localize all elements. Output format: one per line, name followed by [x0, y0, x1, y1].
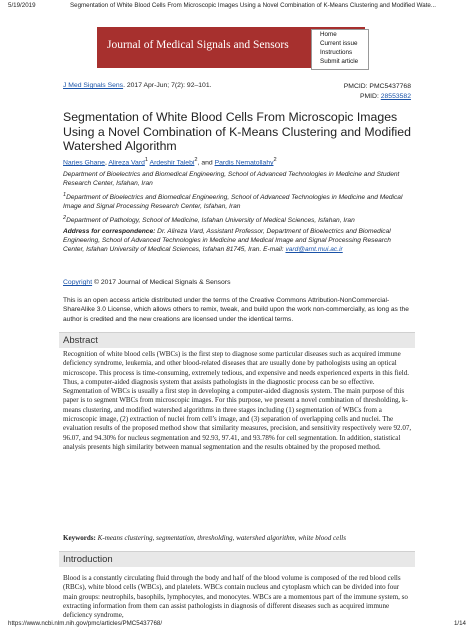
footer-url: https://www.ncbi.nlm.nih.gov/pmc/articles/PMC5437768/	[8, 620, 163, 627]
nav-instructions-link[interactable]: Instructions	[320, 49, 353, 56]
journal-nav	[311, 29, 369, 70]
affiliation-0: Department of Bioelectrics and Biomedical Engineering, School of Advanced Technologies in Medicine and Student Research Center, Isfahan, Iran	[63, 171, 400, 187]
author-link[interactable]: Alireza Vard	[108, 159, 145, 167]
journal-link[interactable]: J Med Signals Sens	[63, 82, 124, 89]
nav-home-link[interactable]: Home	[320, 31, 337, 38]
license-text: This is an open access article distributed under the terms of the Creative Commons Attribution-NonCommercial-ShareAlike 3.0 License, which allows others to remix, tweak, and build upon the work non-commercially, as long as the author is credited and the new creations are licensed under the identical terms.	[63, 297, 409, 323]
author-affil-sup: 2	[273, 157, 277, 163]
journal-title: Journal of Medical Signals and Sensors	[107, 39, 289, 51]
pmid-label: PMID:	[359, 92, 381, 100]
introduction-heading: Introduction	[63, 554, 113, 565]
nav-current-issue-link[interactable]: Current issue	[320, 40, 358, 47]
author-list: Narjes Ghane, Alireza Vard$^1$ Ardeshir Talebi$^2$, and Pardis Nematollahy$^2$	[63, 157, 277, 167]
pmcid: PMCID: PMC5437768	[343, 83, 411, 90]
article-ids	[344, 82, 411, 101]
abstract-section-header	[59, 332, 415, 348]
abstract-body: Recognition of white blood cells (WBCs) is the first step to diagnose some particular diseases such as acquired immune deficiency syndrome, leukemia, and other blood-related diseases that are usually done by pathologists using an optical microscope. This process is time-consuming, extremely tedious, and expensive and needs experienced experts in this field. Thus, a computer-aided diagnosis system that assists pathologists in the diagnostic process can be so effective. Segmentation of WBCs is usually a first step in developing a computer-aided diagnosis system. The main purpose of this paper is to segment WBCs from microscopic images. For this purpose, we present a novel combination of thresholding, k-means clustering, and modified watershed algorithms in three stages including (1) segmentation of WBCs from a microscopic image, (2) extraction of nuclei from cell’s image, and (3) separation of overlapping cells and nuclei. The evaluation results of the proposed method show that similarity measures, precision, and sensitivity respectively were 92.07, 96.07, and 94.30% for nucleus segmentation and 92.93, 97.41, and 93.78% for cell segmentation. In addition, statistical analysis presents high similarity between manual segmentation and the results obtained by the proposed method.	[63, 350, 412, 451]
introduction-body: Blood is a constantly circulating fluid through the body and half of the blood volume is composed of the red blood cells (RBCs), white blood cells (WBCs), and platelets. WBCs contain nucleus and cytoplasm which can be divided into four main groups: neutrophils, basophils, lymphocytes, and monocytes. WBCs are a momentous part of the immune system, so extracting information from them can assist pathologists in diagnosis of different diseases such as acquired immune deficiency syndrome,	[63, 574, 408, 620]
author-link[interactable]: Pardis Nematollahy	[214, 159, 274, 167]
correspondence: Address for correspondence: Dr. Alireza Vard, Assistant Professor, Department of Bioelectrics and Biomedical Engineering, School of Advanced Technologies in Medicine and Medical Image and Signal Processing Research Center, Isfahan University of Medical Sciences, Isfahan 81745, Iran. E-mail: vard@amt.mui.ac.ir	[63, 227, 391, 253]
correspondence-label: Address for correspondence:	[63, 227, 156, 235]
author-affil-sup: 2	[194, 157, 198, 163]
affiliation-2: $^2$Department of Pathology, School of Medicine, Isfahan University of Medical Sciences, Isfahan, Iran	[63, 214, 355, 224]
nav-submit-article-link[interactable]: Submit article	[320, 58, 359, 65]
affiliation-1: $^1$Department of Bioelectrics and Biomedical Engineering, School of Advanced Technologies in Medicine and Medical Image and Signal Processing Research Center, Isfahan, Iran	[63, 191, 403, 210]
pmid-link[interactable]: 28553582	[380, 92, 411, 100]
keywords	[63, 534, 413, 542]
abstract-heading: Abstract	[63, 335, 98, 346]
pmid-line	[344, 92, 411, 102]
print-footer	[8, 620, 466, 627]
article-title: Segmentation of White Blood Cells From Microscopic Images Using a Novel Combination of K-Means Clustering and Modified Watershed Algorithm	[63, 110, 411, 153]
print-doc-title: Segmentation of White Blood Cells From Microscopic Images Using a Novel Combination of K-Means Clustering and Modified Wate...	[70, 2, 437, 9]
email-link[interactable]: vard@amt.mui.ac.ir	[285, 245, 343, 253]
citation-line	[63, 82, 212, 89]
affiliations	[63, 171, 413, 257]
author-link[interactable]: Ardeshir Talebi	[149, 159, 195, 167]
keywords-label: Keywords:	[63, 534, 96, 542]
print-date: 5/19/2019	[8, 2, 36, 9]
copyright-line: Copyright © 2017 Journal of Medical Signals & Sensors	[63, 279, 231, 286]
author-affil-sup: 1	[144, 157, 149, 163]
author-link[interactable]: Narjes Ghane	[63, 159, 105, 167]
keywords-text: K-means clustering, segmentation, thresholding, watershed algorithm, white blood cells	[95, 534, 346, 542]
citation-details: . 2017 Apr-Jun; 7(2): 92–101.	[123, 82, 212, 89]
page-number: 1/14	[453, 620, 466, 627]
introduction-section-header	[59, 551, 415, 567]
copyright-link[interactable]: Copyright	[63, 279, 93, 286]
